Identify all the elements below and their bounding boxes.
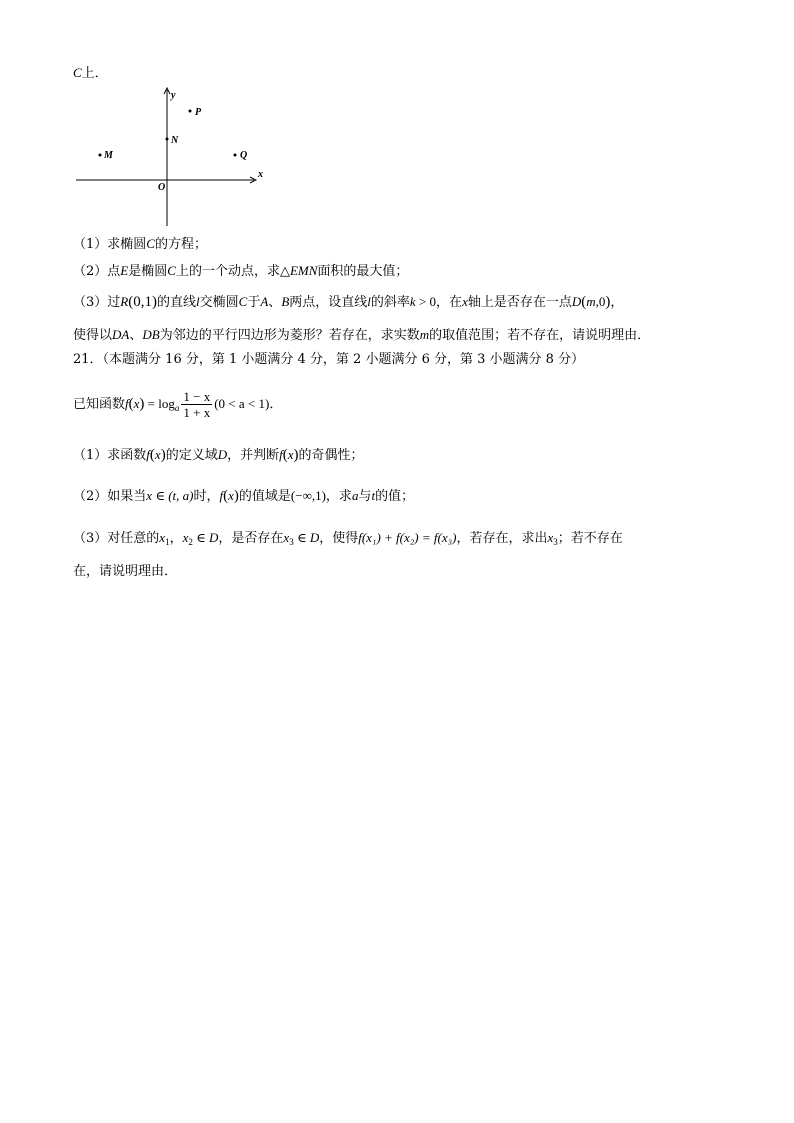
domain-condition: x ∈ (t, a) [146, 488, 194, 503]
symbol-d: D [309, 530, 320, 545]
text: 轴上是否存在一点 [467, 295, 572, 310]
symbol-l: l [196, 294, 200, 309]
label-n: N [171, 135, 179, 146]
text: 求函数 [107, 448, 147, 463]
part-number: （2） [73, 489, 108, 504]
paren-open: ( [223, 488, 229, 504]
q20-part1 [73, 235, 207, 254]
symbol-d: D [217, 447, 228, 462]
text: 的取值范围；若不存在，请说明理由． [429, 328, 651, 343]
symbol-b: B [281, 294, 290, 309]
text: ；若不存在 [557, 531, 623, 546]
q21-part1 [73, 446, 364, 465]
coordinate-figure [74, 86, 274, 228]
log: = log [144, 396, 175, 411]
symbol-l: l [367, 294, 371, 309]
text: 的值域是 [238, 489, 291, 504]
symbol-db: DB [142, 327, 160, 342]
text: 已知函数 [73, 397, 126, 412]
text: ，若存在，求出 [456, 531, 548, 546]
q21-header: 21．（本题满分 16 分，第 1 小题满分 4 分，第 2 小题满分 6 分，第 3 小题满分 8 分） [73, 352, 585, 367]
text: 点 [107, 264, 121, 279]
text: 为邻边的平行四边形为菱形？若存在，求实数 [159, 328, 420, 343]
symbol-x3: x [283, 530, 290, 545]
q20-part3-line2 [73, 326, 650, 345]
paren-close: ) [605, 294, 611, 310]
q21-part2 [73, 487, 414, 506]
text: 对任意的 [107, 531, 160, 546]
point-q [234, 154, 237, 157]
text: 交椭圆 [199, 295, 239, 310]
text: ，求 [325, 489, 352, 504]
in-d: ∈ [293, 530, 310, 545]
symbol-x: x [154, 447, 161, 462]
paren-close: ) [139, 396, 145, 412]
text: 的斜率 [370, 295, 410, 310]
symbol-f: f [219, 488, 224, 503]
symbol-f: f [146, 447, 150, 462]
part-number: （2） [73, 264, 108, 279]
in-d: ∈ [192, 530, 209, 545]
text: ，并判断 [227, 448, 280, 463]
intro-line [73, 64, 108, 83]
text: 的奇偶性； [298, 448, 364, 463]
text: 与 [358, 489, 372, 504]
paren-close: ) [233, 488, 239, 504]
point-p [189, 110, 192, 113]
origin-label: O [158, 182, 166, 193]
symbol-a: a [351, 488, 359, 503]
point-n [166, 138, 169, 141]
x-axis-label: x [258, 169, 263, 180]
text: ， [610, 295, 624, 310]
part-number: （1） [73, 448, 108, 463]
symbol-x: x [287, 447, 294, 462]
fraction [181, 389, 212, 420]
point-m [99, 154, 102, 157]
text: ， [169, 531, 183, 546]
symbol-c: C [238, 294, 248, 309]
part-number: （3） [73, 295, 108, 310]
label-q: Q [240, 150, 248, 161]
symbol-x2: x [182, 530, 189, 545]
paren-open: ( [128, 396, 134, 412]
text: 上的一个动点，求△ [175, 264, 290, 279]
symbol-c: C [167, 263, 176, 278]
q21-part3-line1 [73, 529, 623, 551]
symbol-emn: EMN [289, 263, 318, 278]
text: ，是否存在 [218, 531, 284, 546]
subscript-2: 2 [188, 537, 193, 547]
subscript-3: 3 [553, 537, 558, 547]
paren-open: ( [282, 447, 288, 463]
text: ，使得 [319, 531, 359, 546]
text: 如果当 [107, 489, 147, 504]
range: (−∞,1) [290, 488, 326, 503]
symbol-x1: x [159, 530, 166, 545]
symbol-d: D [209, 530, 219, 545]
y-axis-label: y [171, 90, 176, 101]
q21-part3-line2: 在，请说明理由． [73, 564, 178, 579]
text: 时， [193, 489, 220, 504]
symbol-x: x [228, 488, 234, 503]
symbol-t: t [371, 488, 376, 503]
symbol-e: E [120, 263, 129, 278]
symbol-r: R [120, 294, 129, 309]
intro-text: 上． [81, 66, 108, 81]
fraction-denominator: 1 + x [183, 405, 211, 420]
symbol-k: k [409, 294, 416, 309]
symbol-x3: x [547, 530, 554, 545]
coord-r: (0,1) [128, 294, 157, 310]
paren-close: ) [160, 447, 166, 463]
subscript-1: 1 [165, 537, 170, 547]
text: ，在 [436, 295, 463, 310]
text: 于 [247, 295, 261, 310]
text: 的定义域 [165, 448, 218, 463]
q20-part2 [73, 262, 408, 281]
fraction-numerator: 1 − x [183, 389, 211, 404]
text: 的直线 [157, 295, 197, 310]
label-m: M [104, 150, 113, 161]
symbol-f: f [125, 396, 129, 411]
paren-open: ( [149, 447, 155, 463]
symbol-x: x [133, 396, 140, 411]
text: 过 [107, 295, 121, 310]
text: 、 [129, 328, 143, 343]
text: 使得以 [73, 328, 113, 343]
text: 的方程； [154, 237, 207, 252]
symbol-a: A [260, 294, 269, 309]
equation: f(x₁) + f(x₂) = f(x₃) [358, 530, 457, 545]
symbol-m: m [586, 294, 596, 309]
paren-close: ) [293, 447, 299, 463]
paren-open: ( [581, 294, 587, 310]
text: 面积的最大值； [317, 264, 409, 279]
text: 的值； [375, 489, 415, 504]
symbol-d: D [571, 294, 582, 309]
text: 两点，设直线 [289, 295, 368, 310]
q20-part3-line1 [73, 293, 623, 312]
q21-given [73, 386, 282, 426]
subscript-3: 3 [289, 537, 294, 547]
condition: > 0 [415, 294, 437, 309]
symbol-m: m [419, 327, 430, 342]
label-p: P [195, 107, 202, 118]
text: 、 [268, 295, 282, 310]
symbol-x: x [462, 294, 468, 309]
intro-c: C [73, 65, 82, 80]
text: 是椭圆 [128, 264, 168, 279]
text: 求椭圆 [107, 237, 147, 252]
condition: (0 < a < 1) [214, 396, 270, 411]
log-base: a [174, 403, 180, 413]
coord-rest: ,0 [595, 294, 606, 309]
part-number: （3） [73, 531, 108, 546]
symbol-da: DA [112, 327, 130, 342]
text: ． [269, 397, 283, 412]
symbol-f: f [279, 447, 283, 462]
part-number: （1） [73, 237, 108, 252]
symbol-c: C [146, 236, 155, 251]
